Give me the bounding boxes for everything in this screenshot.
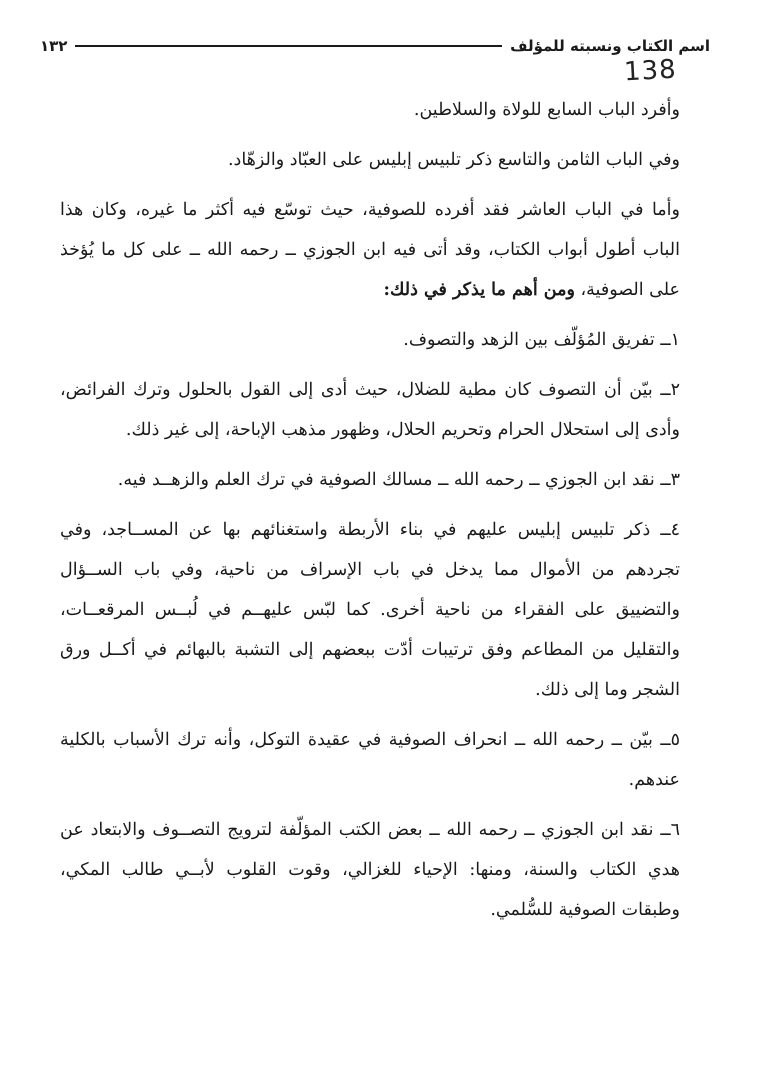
list-item-4: [60, 510, 680, 710]
paragraph-text: وأفرد الباب السابع للولاة والسلاطين.: [413, 100, 680, 120]
list-item-3: [60, 460, 680, 500]
list-item-text: ٣ــ نقد ابن الجوزي ــ رحمه الله ــ مسالك الصوفية في ترك العلم والزهــد فيه.: [117, 470, 680, 490]
header-page-number: ١٣٢: [40, 37, 68, 55]
paragraph-1: [60, 90, 680, 130]
list-item-1: [60, 320, 680, 360]
body-text: [60, 90, 680, 940]
list-item-6: [60, 810, 680, 930]
list-item-text: ١ــ تفريق المُؤلّف بين الزهد والتصوف.: [403, 330, 680, 350]
list-item-2: [60, 370, 680, 450]
header-rule: [75, 45, 502, 47]
list-item-5: [60, 720, 680, 800]
handwritten-page-number: 138: [623, 54, 678, 88]
header-title: اسم الكتاب ونسبته للمؤلف: [510, 37, 710, 55]
paragraph-bold-text: ومن أهم ما يذكر في ذلك:: [383, 280, 575, 300]
paragraph-text: وأما في الباب العاشر فقد أفرده للصوفية، حيث توسّع فيه أكثر ما غيره، وكان هذا الباب أطول أبواب الكتاب، وقد أتى فيه ابن الجوزي ــ رحمه الله ــ على كل ما يُؤخذ على الصوفية،: [60, 200, 680, 300]
paragraph-3: [60, 190, 680, 310]
paragraph-2: [60, 140, 680, 180]
running-header: [40, 34, 710, 58]
list-item-text: ٤ــ ذكر تلبيس إبليس عليهم في بناء الأربطة واستغنائهم بها عن المســاجد، وفي تجردهم من الأموال مما يدخل في باب الإسراف من ناحية، وفي باب الســؤال والتضييق على الفقراء من ناحية أخرى. كما لبّس عليهــم في لُبــس المرقعــات، والتقليل من المطاعم وفق ترتيبات أدّت ببعضهم إلى التشبة بالبهائم في أكــل ورق الشجر وما إلى ذلك.: [60, 520, 680, 700]
list-item-text: ٥ــ بيّن ــ رحمه الله ــ انحراف الصوفية في عقيدة التوكل، وأنه ترك الأسباب بالكلية عندهم.: [60, 730, 680, 790]
list-item-text: ٦ــ نقد ابن الجوزي ــ رحمه الله ــ بعض الكتب المؤلّفة لترويج التصــوف والابتعاد عن هدي الكتاب والسنة، ومنها: الإحياء للغزالي، وقوت القلوب لأبــي طالب المكي، وطبقات الصوفية للسُّلمي.: [60, 820, 680, 920]
paragraph-text: وفي الباب الثامن والتاسع ذكر تلبيس إبليس على العبّاد والزهّاد.: [227, 150, 680, 170]
list-item-text: ٢ــ بيّن أن التصوف كان مطية للضلال، حيث أدى إلى القول بالحلول وترك الفرائض، وأدى إلى استحلال الحرام وتحريم الحلال، وظهور مذهب الإباحة، إلى غير ذلك.: [60, 380, 680, 440]
